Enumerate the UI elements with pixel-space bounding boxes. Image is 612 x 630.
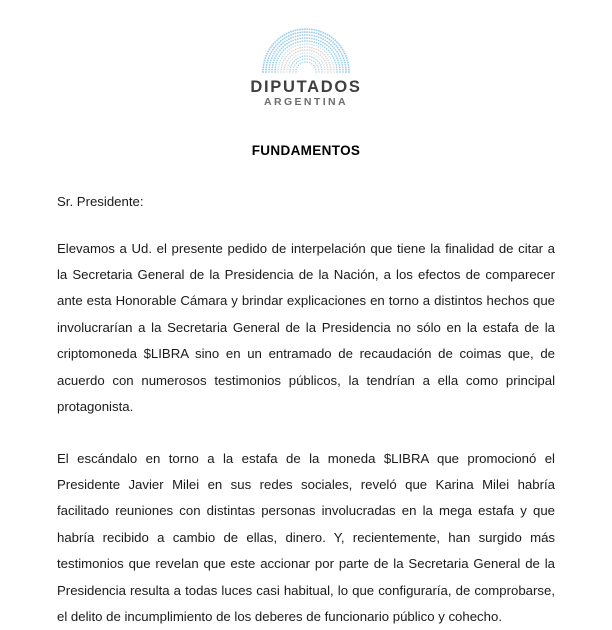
hemicycle-chamber-icon: [258, 26, 354, 74]
document-body: [0, 192, 612, 630]
letterhead: [0, 0, 612, 109]
document-title: FUNDAMENTOS: [0, 143, 612, 158]
salutation: Sr. Presidente:: [57, 192, 555, 212]
logo-wordmark: DIPUTADOS: [250, 79, 361, 96]
body-paragraph: El escándalo en torno a la estafa de la moneda $LIBRA que promocionó el Presidente Javier Milei en sus redes sociales, reveló que Karina Milei habría facilitado reuniones con distintas personas involucradas en la mega estafa y que habría recibido a cambio de ellas, dinero. Y, recientemente, han surgido más testimonios que revelan que este accionar por parte de la Secretaria General de la Presidencia resulta a todas luces casi habitual, lo que configuraría, de comprobarse, el delito de incumplimiento de los deberes de funcionario público y cohecho.: [57, 446, 555, 630]
logo-subwordmark: ARGENTINA: [264, 97, 348, 109]
body-paragraph: Elevamos a Ud. el presente pedido de interpelación que tiene la finalidad de citar a la Secretaria General de la Presidencia de la Nación, a los efectos de comparecer ante esta Honorable Cámara y brindar explicaciones en torno a distintos hechos que involucrarían a la Secretaria General de la Presidencia no sólo en la estafa de la criptomoneda $LIBRA sino en un entramado de recaudación de coimas que, de acuerdo con numerosos testimonios públicos, la tendrían a ella como principal protagonista.: [57, 236, 555, 421]
